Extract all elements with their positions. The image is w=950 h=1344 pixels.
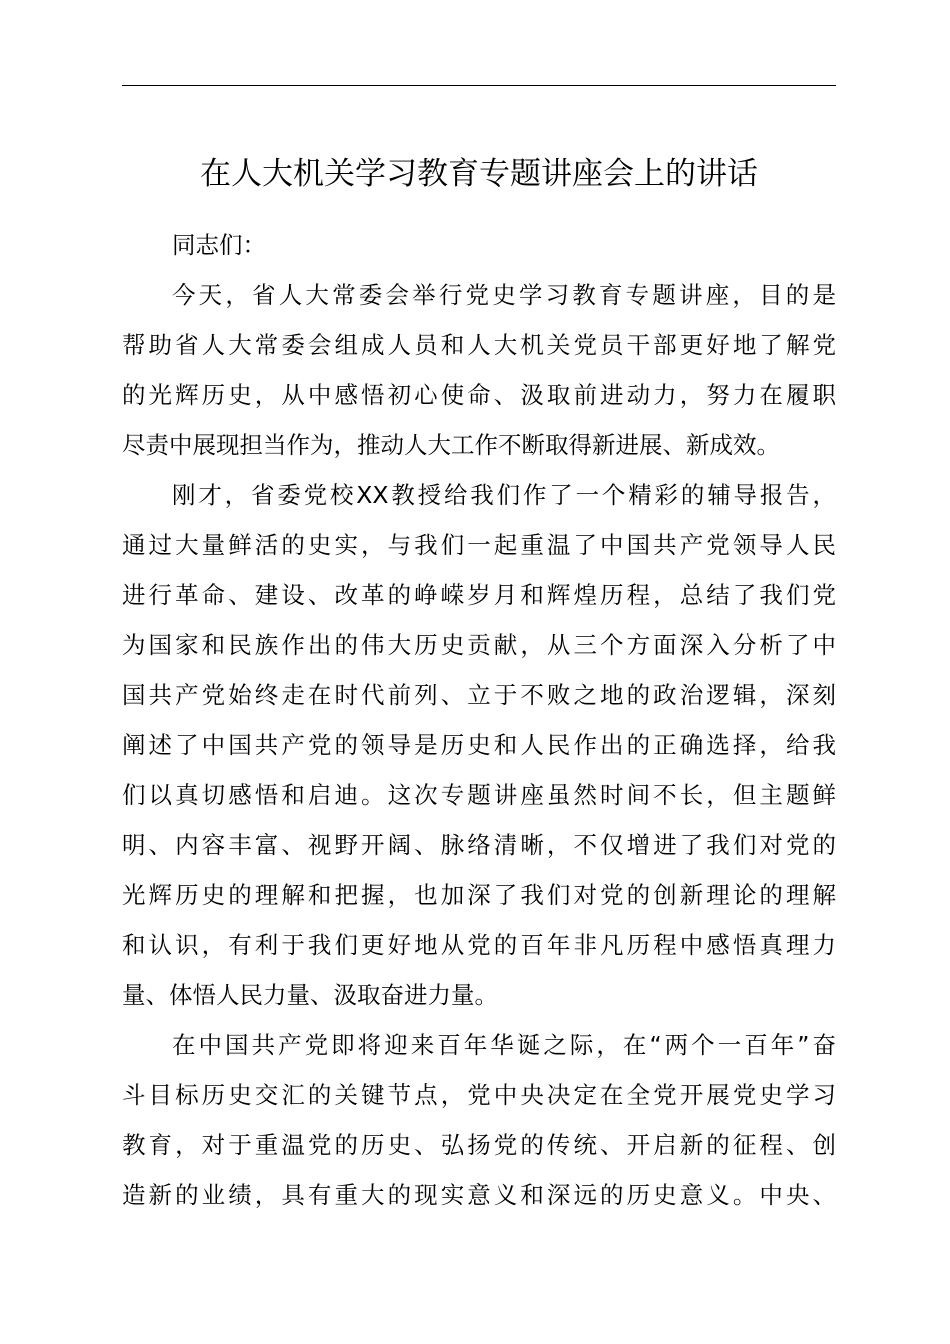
paragraph-2-line-6: 阐述了中国共产党的领导是历史和人民作出的正确选择，给我	[122, 731, 836, 759]
paragraph-2-line-7: 们以真切感悟和启迪。这次专题讲座虽然时间不长，但主题鲜	[122, 781, 836, 809]
paragraph-1-line-2: 帮助省人大常委会组成人员和人大机关党员干部更好地了解党	[122, 331, 836, 359]
salutation: 同志们：	[172, 231, 266, 259]
paragraph-2-line-11: 量、体悟人民力量、汲取奋进力量。	[122, 981, 498, 1009]
document-body	[122, 220, 836, 1220]
paragraph-2-line-10: 和认识，有利于我们更好地从党的百年非凡历程中感悟真理力	[122, 931, 836, 959]
paragraph-3-line-3: 教育，对于重温党的历史、弘扬党的传统、开启新的征程、创	[122, 1131, 836, 1159]
paragraph-3-line-4: 造新的业绩，具有重大的现实意义和深远的历史意义。中央、	[122, 1181, 836, 1209]
paragraph-2-line-8: 明、内容丰富、视野开阔、脉络清晰，不仅增进了我们对党的	[122, 831, 836, 859]
paragraph-2-line-9: 光辉历史的理解和把握，也加深了我们对党的创新理论的理解	[122, 881, 836, 909]
document-title: 在人大机关学习教育专题讲座会上的讲话	[200, 156, 758, 192]
paragraph-2-line-1: 刚才，省委党校XX教授给我们作了一个精彩的辅导报告，	[172, 481, 836, 509]
header-rule	[122, 85, 836, 86]
paragraph-1-line-4: 尽责中展现担当作为，推动人大工作不断取得新进展、新成效。	[122, 431, 780, 459]
paragraph-2-line-3: 进行革命、建设、改革的峥嵘岁月和辉煌历程，总结了我们党	[122, 581, 836, 609]
paragraph-2-line-2: 通过大量鲜活的史实，与我们一起重温了中国共产党领导人民	[122, 531, 836, 559]
paragraph-2-line-5: 国共产党始终走在时代前列、立于不败之地的政治逻辑，深刻	[122, 681, 836, 709]
paragraph-1-line-1: 今天，省人大常委会举行党史学习教育专题讲座，目的是	[172, 281, 836, 309]
paragraph-1-line-3: 的光辉历史，从中感悟初心使命、汲取前进动力，努力在履职	[122, 381, 836, 409]
paragraph-2-line-4: 为国家和民族作出的伟大历史贡献，从三个方面深入分析了中	[122, 631, 836, 659]
paragraph-3-line-2: 斗目标历史交汇的关键节点，党中央决定在全党开展党史学习	[122, 1081, 836, 1109]
paragraph-3-line-1: 在中国共产党即将迎来百年华诞之际，在“两个一百年”奋	[172, 1031, 836, 1059]
